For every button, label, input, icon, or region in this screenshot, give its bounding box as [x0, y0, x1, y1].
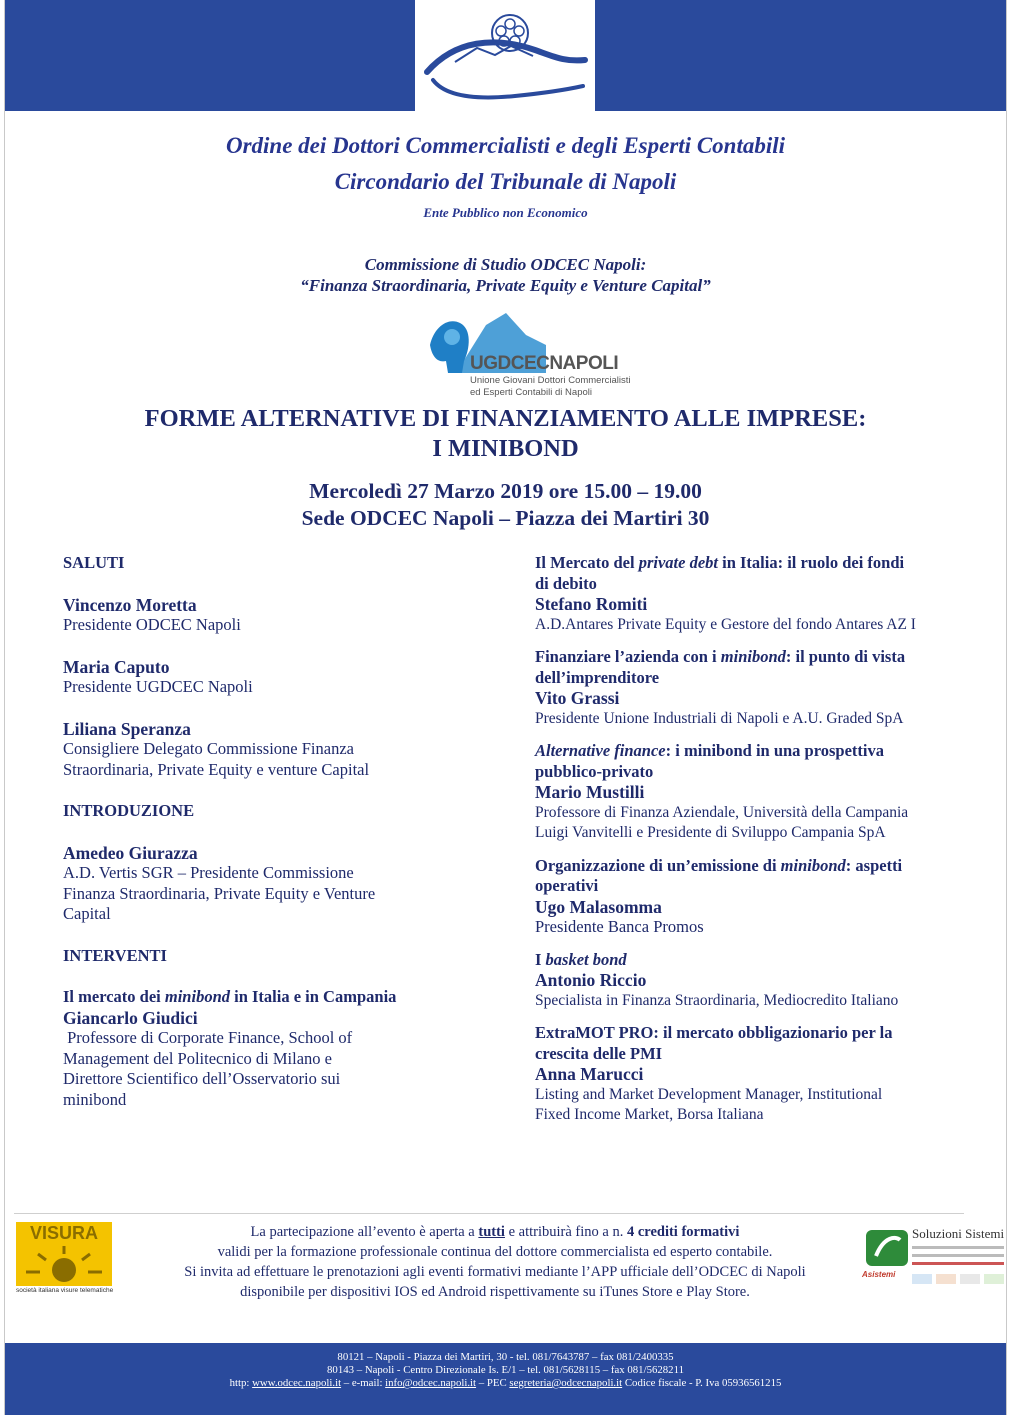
footer-divider	[14, 1213, 964, 1214]
speaker-name: Maria Caputo	[63, 656, 170, 677]
visura-tagline: società italiana visure telematiche	[16, 1287, 114, 1294]
talk-title: Organizzazione di un’emissione di minibond: aspetti	[535, 855, 903, 875]
ugdcec-logo	[426, 305, 646, 401]
talk-title: Il mercato dei minibond in Italia e in Campania	[63, 987, 397, 1006]
participation-line3: Si invita ad effettuare le prenotazioni agli eventi formativi mediante l’APP ufficiale dell’ODCEC di Napoli	[184, 1264, 806, 1280]
event-date: Mercoledì 27 Marzo 2019 ore 15.00 – 19.00	[309, 479, 702, 503]
speaker-role: Presidente Unione Industriali di Napoli e A.U. Graded SpA	[535, 709, 904, 727]
participation-line1: La partecipazione all’evento è aperta a tutti e attribuirà fino a n. 4 crediti formativi	[250, 1224, 740, 1240]
speaker-role: Finanza Straordinaria, Private Equity e Venture	[63, 883, 376, 903]
speaker-role: Presidente UGDCEC Napoli	[63, 677, 253, 696]
participation-info	[115, 1222, 875, 1302]
speaker-role: Listing and Market Development Manager, Institutional	[535, 1085, 883, 1103]
speaker-name: Stefano Romiti	[535, 594, 648, 614]
event-title: FORME ALTERNATIVE DI FINANZIAMENTO ALLE IMPRESE:	[144, 405, 867, 432]
visura-logo	[16, 1222, 116, 1298]
partner-badge	[912, 1274, 932, 1284]
address-line2: 80143 – Napoli - Centro Direzionale Is. E/1 – tel. 081/5628115 – fax 081/5628211	[327, 1364, 684, 1376]
speaker-role: Presidente ODCEC Napoli	[63, 615, 241, 634]
speaker-name: Vito Grassi	[535, 688, 620, 708]
talk-title: ExtraMOT PRO: il mercato obbligazionario per la	[535, 1023, 893, 1042]
event-subtitle: I MINIBOND	[432, 435, 579, 462]
speaker-role: Direttore Scientifico dell’Osservatorio sui	[63, 1069, 341, 1088]
sun-icon	[16, 1244, 112, 1286]
org-type: Ente Pubblico non Economico	[423, 205, 588, 220]
odcec-logo	[415, 0, 595, 111]
speaker-role: Capital	[63, 904, 111, 923]
section-introduzione: INTRODUZIONE	[63, 801, 195, 820]
commission-title: “Finanza Straordinaria, Private Equity e Venture Capital”	[300, 276, 711, 295]
program-right-column	[535, 553, 975, 1126]
talk-title: Alternative finance: i minibond in una prospettiva	[535, 741, 885, 760]
partner-badge	[984, 1274, 1004, 1284]
org-name: Ordine dei Dottori Commercialisti e degli Esperti Contabili	[225, 133, 786, 158]
speaker-role: Presidente Banca Promos	[535, 917, 704, 936]
pec-link[interactable]: segreteria@odcecnapoli.it	[509, 1377, 623, 1389]
odcec-vesuvius-icon	[415, 0, 595, 111]
talk-title-cont: dell’imprenditore	[535, 667, 660, 687]
talk-title: Il Mercato del private debt in Italia: il ruolo dei fondi	[535, 553, 905, 572]
participation-line4: disponibile per dispositivi IOS ed Android rispettivamente su iTunes Store e Play Store.	[240, 1284, 750, 1300]
soluzioni-info-line	[912, 1246, 1004, 1249]
speaker-role: Specialista in Finanza Straordinaria, Mediocredito Italiano	[535, 991, 899, 1009]
section-saluti: SALUTI	[63, 553, 125, 572]
speaker-role: Management del Politecnico di Milano e	[63, 1048, 332, 1068]
ugdcec-sub1: Unione Giovani Dottori Commercialisti	[470, 375, 631, 386]
talk-title-cont: operativi	[535, 876, 599, 895]
soluzioni-sistemi-logo	[860, 1226, 1006, 1298]
speaker-role: Straordinaria, Private Equity e venture Capital	[63, 759, 370, 779]
talk-title: I basket bond	[535, 949, 627, 969]
soluzioni-emblem-icon	[862, 1226, 912, 1270]
soluzioni-name: Soluzioni Sistemi	[912, 1226, 1005, 1241]
email-link[interactable]: info@odcec.napoli.it	[385, 1377, 477, 1389]
event-venue: Sede ODCEC Napoli – Piazza dei Martiri 30	[301, 506, 710, 530]
address-line3: http: www.odcec.napoli.it – e-mail: info@odcec.napoli.it – PEC segreteria@odcecnapoli.it Codice fiscale - P. Iva 05936561215	[229, 1377, 782, 1389]
website-link[interactable]: www.odcec.napoli.it	[252, 1377, 342, 1389]
speaker-role: Professore di Finanza Aziendale, Università della Campania	[535, 803, 909, 821]
commission-line: Commissione di Studio ODCEC Napoli:	[364, 255, 647, 274]
partner-badge	[960, 1274, 980, 1284]
speaker-name: Ugo Malasomma	[535, 896, 662, 917]
speaker-name: Amedeo Giurazza	[63, 842, 198, 863]
talk-title-cont: crescita delle PMI	[535, 1043, 663, 1063]
participation-line2: validi per la formazione professionale continua del dottore commercialista ed esperto contabile.	[217, 1244, 773, 1260]
speaker-name: Antonio Riccio	[535, 970, 647, 990]
speaker-role: minibond	[63, 1089, 127, 1109]
visura-name: VISURA	[16, 1222, 112, 1244]
address-line1: 80121 – Napoli - Piazza dei Martiri, 30 - tel. 081/7643787 – fax 081/2400335	[337, 1351, 674, 1363]
speaker-name: Liliana Speranza	[63, 718, 191, 739]
soluzioni-info-line	[912, 1254, 1004, 1257]
soluzioni-info-line	[912, 1262, 1004, 1265]
speaker-role: Consigliere Delegato Commissione Finanza	[63, 739, 354, 758]
speaker-name: Anna Marucci	[535, 1064, 644, 1084]
speaker-name: Mario Mustilli	[535, 782, 645, 802]
section-interventi: INTERVENTI	[63, 945, 167, 965]
speaker-role: A.D. Vertis SGR – Presidente Commissione	[63, 863, 354, 882]
speaker-name: Giancarlo Giudici	[63, 1007, 198, 1028]
talk-title: Finanziare l’azienda con i minibond: il punto di vista	[535, 647, 906, 666]
speaker-role: Luigi Vanvitelli e Presidente di Sviluppo Campania SpA	[535, 824, 886, 841]
speaker-role: A.D.Antares Private Equity e Gestore del fondo Antares AZ I	[535, 615, 916, 633]
ugdcec-name: UGDCECNAPOLI	[470, 353, 619, 374]
speaker-name: Vincenzo Moretta	[63, 594, 197, 615]
soluzioni-brand: Asistemi	[862, 1270, 896, 1279]
ugdcec-sub2: ed Esperti Contabili di Napoli	[470, 387, 592, 398]
speaker-role: Fixed Income Market, Borsa Italiana	[535, 1106, 764, 1123]
program-left-column	[63, 553, 463, 1110]
speaker-role: Professore di Corporate Finance, School of	[63, 1028, 353, 1047]
talk-title-cont: pubblico-privato	[535, 761, 654, 781]
talk-title-cont: di debito	[535, 573, 597, 593]
partner-badge	[936, 1274, 956, 1284]
org-district: Circondario del Tribunale di Napoli	[334, 169, 677, 194]
